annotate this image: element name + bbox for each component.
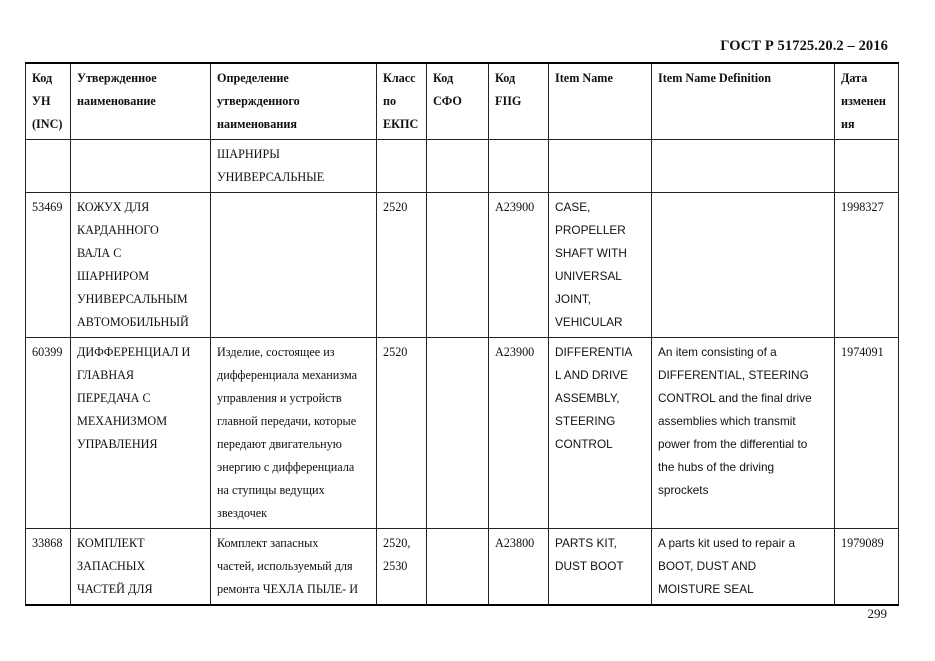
cell-sfo — [427, 529, 489, 606]
cell-text-line: ЗАПАСНЫХ — [77, 559, 146, 573]
cell-fiig — [489, 338, 549, 529]
cell-text-line: 2520 — [383, 200, 408, 214]
cell-fiig — [489, 140, 549, 193]
cell-text-line: 1998327 — [841, 200, 884, 214]
cell-text-line: ШАРНИРОМ — [77, 269, 150, 283]
cell-text-line: power from the differential to — [658, 437, 808, 451]
cell-class — [377, 193, 427, 338]
cell-item-name — [549, 140, 652, 193]
cell-text-line: STEERING — [555, 414, 616, 428]
cell-text-line: ШАРНИРЫ — [217, 147, 280, 161]
cell-text-line: передают двигательную — [217, 437, 342, 451]
cell-date — [835, 338, 899, 529]
cell-approved-name — [71, 193, 211, 338]
cell-code — [26, 338, 71, 529]
cell-text-line: BOOT, DUST AND — [658, 559, 757, 573]
cell-text-line: A23900 — [495, 200, 535, 214]
cell-text-line: КОМПЛЕКТ — [77, 536, 145, 550]
cell-class — [377, 529, 427, 606]
cell-code — [26, 529, 71, 606]
cell-class — [377, 338, 427, 529]
header-item-name: Item Name — [549, 63, 652, 140]
header-approved-name: Утвержденное наименование — [71, 63, 211, 140]
cell-text-line: АВТОМОБИЛЬНЫЙ — [77, 315, 189, 329]
cell-text-line: УНИВЕРСАЛЬНЫЕ — [217, 170, 325, 184]
cell-text-line: ПЕРЕДАЧА С — [77, 391, 151, 405]
nomenclature-table — [25, 62, 899, 606]
cell-text-line: дифференциала механизма — [217, 368, 358, 382]
cell-item-definition — [652, 140, 835, 193]
cell-text-line: UNIVERSAL — [555, 269, 622, 283]
cell-text-line: VEHICULAR — [555, 315, 623, 329]
cell-item-name — [549, 193, 652, 338]
header-code-un: Код УН (INC) — [26, 63, 71, 140]
header-definition: Определение утвержденного наименования — [211, 63, 377, 140]
cell-text-line: A parts kit used to repair a — [658, 536, 796, 550]
cell-text-line: УНИВЕРСАЛЬНЫМ — [77, 292, 188, 306]
table-row — [26, 140, 899, 193]
cell-text-line: энергию с дифференциала — [217, 460, 355, 474]
cell-definition — [211, 140, 377, 193]
cell-definition — [211, 338, 377, 529]
cell-text-line: PARTS KIT, — [555, 536, 617, 550]
cell-sfo — [427, 338, 489, 529]
cell-text-line: МЕХАНИЗМОМ — [77, 414, 168, 428]
cell-text-line: ремонта ЧЕХЛА ПЫЛЕ- И — [217, 582, 359, 596]
cell-text-line: DIFFERENTIAL, STEERING — [658, 368, 809, 382]
header-item-name-definition: Item Name Definition — [652, 63, 835, 140]
table-row — [26, 193, 899, 338]
cell-text-line: CONTROL and the final drive — [658, 391, 812, 405]
cell-class — [377, 140, 427, 193]
cell-text-line: Комплект запасных — [217, 536, 319, 550]
cell-text-line: 33868 — [32, 536, 63, 550]
cell-text-line: главной передачи, которые — [217, 414, 357, 428]
cell-fiig — [489, 529, 549, 606]
cell-item-name — [549, 338, 652, 529]
cell-code — [26, 193, 71, 338]
cell-text-line: SHAFT WITH — [555, 246, 627, 260]
cell-code — [26, 140, 71, 193]
cell-text-line: CONTROL — [555, 437, 613, 451]
cell-text-line: частей, используемый для — [217, 559, 353, 573]
cell-text-line: КОЖУХ ДЛЯ — [77, 200, 150, 214]
cell-item-definition — [652, 529, 835, 606]
header-row — [26, 63, 899, 140]
cell-sfo — [427, 193, 489, 338]
cell-text-line: sprockets — [658, 483, 709, 497]
cell-text-line: An item consisting of a — [658, 345, 777, 359]
cell-item-definition — [652, 338, 835, 529]
cell-date — [835, 140, 899, 193]
cell-text-line: A23900 — [495, 345, 535, 359]
table-row — [26, 338, 899, 529]
cell-item-name — [549, 529, 652, 606]
cell-text-line: ГЛАВНАЯ — [77, 368, 135, 382]
cell-text-line: 2520 — [383, 345, 408, 359]
cell-text-line: 60399 — [32, 345, 63, 359]
header-code-sfo: Код СФО — [427, 63, 489, 140]
cell-text-line: JOINT, — [555, 292, 592, 306]
cell-text-line: КАРДАННОГО — [77, 223, 159, 237]
cell-definition — [211, 193, 377, 338]
table-body — [26, 140, 899, 606]
cell-text-line: Изделие, состоящее из — [217, 345, 335, 359]
cell-text-line: 2520, — [383, 536, 411, 550]
cell-text-line: L AND DRIVE — [555, 368, 628, 382]
cell-item-definition — [652, 193, 835, 338]
document-title: ГОСТ Р 51725.20.2 – 2016 — [720, 38, 888, 54]
cell-text-line: PROPELLER — [555, 223, 626, 237]
cell-fiig — [489, 193, 549, 338]
cell-text-line: DIFFERENTIA — [555, 345, 633, 359]
cell-text-line: 1979089 — [841, 536, 884, 550]
cell-date — [835, 529, 899, 606]
cell-text-line: УПРАВЛЕНИЯ — [77, 437, 158, 451]
cell-text-line: CASE, — [555, 200, 591, 214]
table-row — [26, 529, 899, 606]
header-change-date: Дата изменен ия — [835, 63, 899, 140]
cell-text-line: the hubs of the driving — [658, 460, 775, 474]
header-code-fiig: Код FIIG — [489, 63, 549, 140]
cell-text-line: ЧАСТЕЙ ДЛЯ — [77, 582, 153, 596]
cell-approved-name — [71, 338, 211, 529]
cell-sfo — [427, 140, 489, 193]
cell-text-line: ДИФФЕРЕНЦИАЛ И — [77, 345, 191, 359]
cell-text-line: 2530 — [383, 559, 408, 573]
header-class-ekps: Класс по ЕКПС — [377, 63, 427, 140]
cell-text-line: DUST BOOT — [555, 559, 624, 573]
page-number: 299 — [867, 606, 887, 621]
cell-text-line: 1974091 — [841, 345, 884, 359]
cell-definition — [211, 529, 377, 606]
cell-text-line: звездочек — [217, 506, 268, 520]
cell-text-line: на ступицы ведущих — [217, 483, 325, 497]
cell-text-line: ВАЛА С — [77, 246, 122, 260]
cell-text-line: MOISTURE SEAL — [658, 582, 754, 596]
cell-text-line: управления и устройств — [217, 391, 342, 405]
cell-text-line: 53469 — [32, 200, 63, 214]
cell-text-line: ASSEMBLY, — [555, 391, 620, 405]
cell-approved-name — [71, 529, 211, 606]
cell-text-line: assemblies which transmit — [658, 414, 796, 428]
cell-date — [835, 193, 899, 338]
cell-text-line: A23800 — [495, 536, 535, 550]
cell-approved-name — [71, 140, 211, 193]
